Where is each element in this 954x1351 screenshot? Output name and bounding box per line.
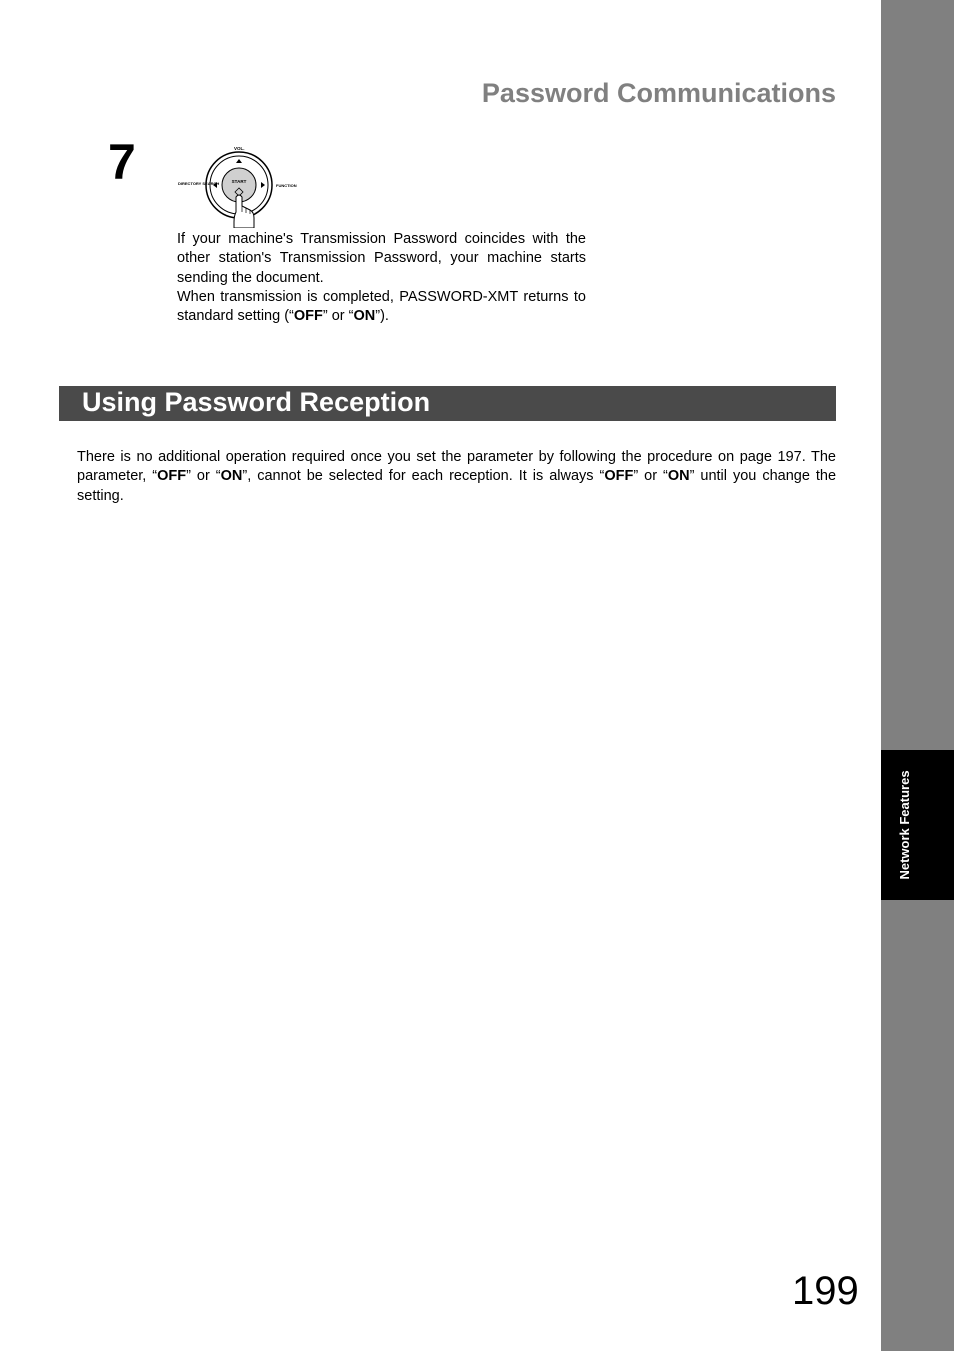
step-description	[177, 230, 586, 326]
chapter-tab-label: Network Features	[897, 770, 912, 880]
body-paragraph: There is no additional operation required once you set the parameter by following the procedure on page 197. The parameter, “OFF” or “ON”, cannot be selected for each reception. It is always “OFF” or “ON” until you change the setting.	[77, 449, 837, 504]
step-paragraph-1: If your machine's Transmission Password coincides with the other station's Transmission Password, your machine starts sending the document.	[177, 231, 586, 286]
section-header-title: Password Communications	[481, 78, 836, 108]
page-number: 199	[792, 1269, 859, 1313]
keypad-label-vol: VOL.	[234, 146, 245, 151]
section-heading-bar	[59, 386, 836, 421]
chapter-tab	[881, 750, 954, 900]
step-paragraph-2: When transmission is completed, PASSWORD-XMT returns to standard setting (“OFF” or “ON”).	[177, 288, 586, 325]
keypad-label-directory: DIRECTORY SEARCH	[178, 181, 220, 186]
section-heading: Using Password Reception	[82, 387, 431, 417]
step-number: 7	[108, 134, 136, 190]
keypad-label-function: FUNCTION	[276, 183, 297, 188]
start-button-keypad-illustration	[176, 142, 302, 228]
keypad-label-start: START	[231, 179, 247, 184]
side-margin-bar	[881, 0, 954, 1351]
